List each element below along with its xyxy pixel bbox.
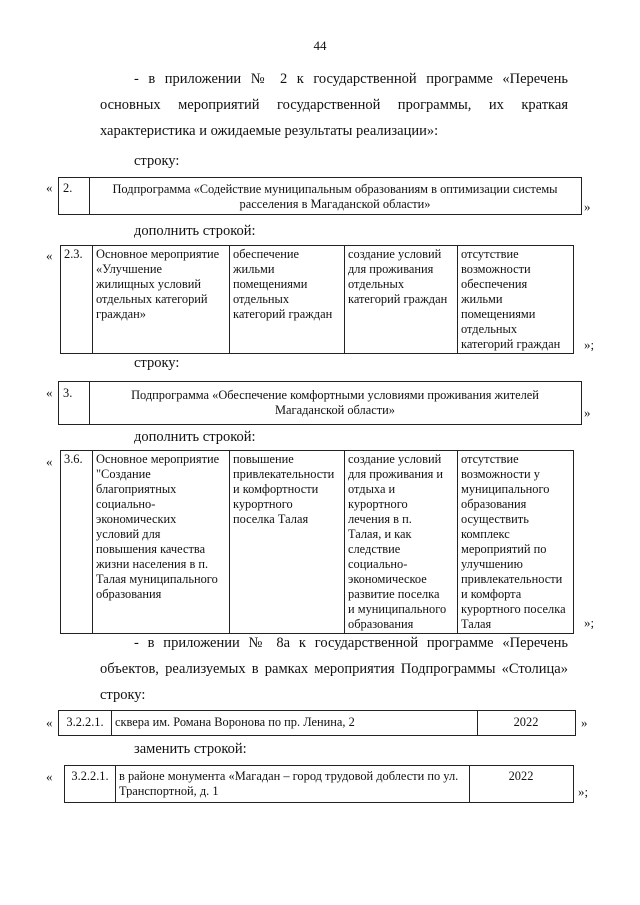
paragraph-line: - в приложении № 2 к государственной программе «Перечень	[134, 71, 568, 87]
label-stroku: строку:	[100, 687, 146, 703]
row-number: 2.	[63, 181, 73, 195]
row-title: Магаданской области»	[275, 403, 395, 417]
close-quote: »;	[584, 615, 595, 630]
cell-consequence: отсутствие возможности у муниципального образования осуществить комплекс мероприятий по улучшению привлекательности и комфорта курортного поселка Талая	[458, 451, 574, 634]
cell-result: создание условий для проживания и отдыха и курортного лечения в п. Талая, и как следствие социально- экономическое развитие поселка и муниципального образования	[345, 451, 458, 634]
row-number: 2.3.	[61, 246, 93, 354]
label-add-row: дополнить строкой:	[134, 429, 256, 445]
cell-consequence: отсутствие возможности обеспечения жильми помещениями отдельных категорий граждан	[458, 246, 574, 354]
row-title: Подпрограмма «Содействие муниципальным образованиям в оптимизации системы	[112, 182, 558, 196]
open-quote: «	[46, 769, 53, 784]
label-stroku: строку:	[134, 153, 180, 169]
paragraph-line: характеристика и ожидаемые результаты реализации»:	[100, 123, 439, 139]
close-quote: »;	[578, 784, 589, 799]
object-year: 2022	[513, 715, 539, 729]
close-quote: »	[581, 715, 588, 730]
page-number: 44	[313, 38, 327, 53]
paragraph-line: - в приложении № 8а к государственной программе «Перечень	[134, 635, 568, 651]
table-row	[61, 246, 574, 354]
paragraph-line: объектов, реализуемых в рамках мероприятия Подпрограммы «Столица»	[100, 661, 568, 677]
table-row	[61, 451, 574, 634]
object-year: 2022	[508, 769, 534, 783]
object-name: сквера им. Романа Воронова по пр. Ленина, 2	[115, 715, 355, 729]
close-quote: »;	[584, 337, 595, 352]
row-title: расселения в Магаданской области»	[239, 197, 431, 211]
label-replace-row: заменить строкой:	[134, 741, 247, 757]
row-number: 3.	[63, 386, 73, 400]
label-add-row: дополнить строкой:	[134, 223, 256, 239]
row-number: 3.2.2.1.	[66, 715, 104, 729]
open-quote: «	[46, 715, 53, 730]
table-row	[58, 381, 582, 425]
row-number: 3.2.2.1.	[71, 769, 109, 783]
close-quote: »	[584, 199, 591, 214]
data-table	[60, 245, 574, 354]
row-number: 3.6.	[61, 451, 93, 634]
cell-activity: Основное мероприятие «Улучшение жилищных условий отдельных категорий граждан»	[93, 246, 230, 354]
close-quote: »	[584, 405, 591, 420]
open-quote: «	[46, 248, 53, 263]
table-row	[58, 710, 576, 736]
cell-goal: обеспечение жильми помещениями отдельных категорий граждан	[230, 246, 345, 354]
table-row	[58, 177, 582, 215]
data-table	[60, 450, 574, 634]
open-quote: «	[46, 454, 53, 469]
table-row	[64, 765, 574, 803]
cell-activity: Основное мероприятие "Создание благоприятных социально- экономических условий для повышения качества жизни населения в п. Талая муниципального образования	[93, 451, 230, 634]
object-name: Транспортной, д. 1	[119, 784, 219, 798]
label-stroku: строку:	[134, 355, 180, 371]
row-title: Подпрограмма «Обеспечение комфортными условиями проживания жителей	[131, 388, 539, 402]
open-quote: «	[46, 385, 53, 400]
paragraph-line: основных мероприятий государственной программы, их краткая	[100, 97, 568, 113]
cell-result: создание условий для проживания отдельных категорий граждан	[345, 246, 458, 354]
object-name: в районе монумента «Магадан – город трудовой доблести по ул.	[119, 769, 459, 783]
cell-goal: повышение привлекательности и комфортности курортного поселка Талая	[230, 451, 345, 634]
open-quote: «	[46, 180, 53, 195]
